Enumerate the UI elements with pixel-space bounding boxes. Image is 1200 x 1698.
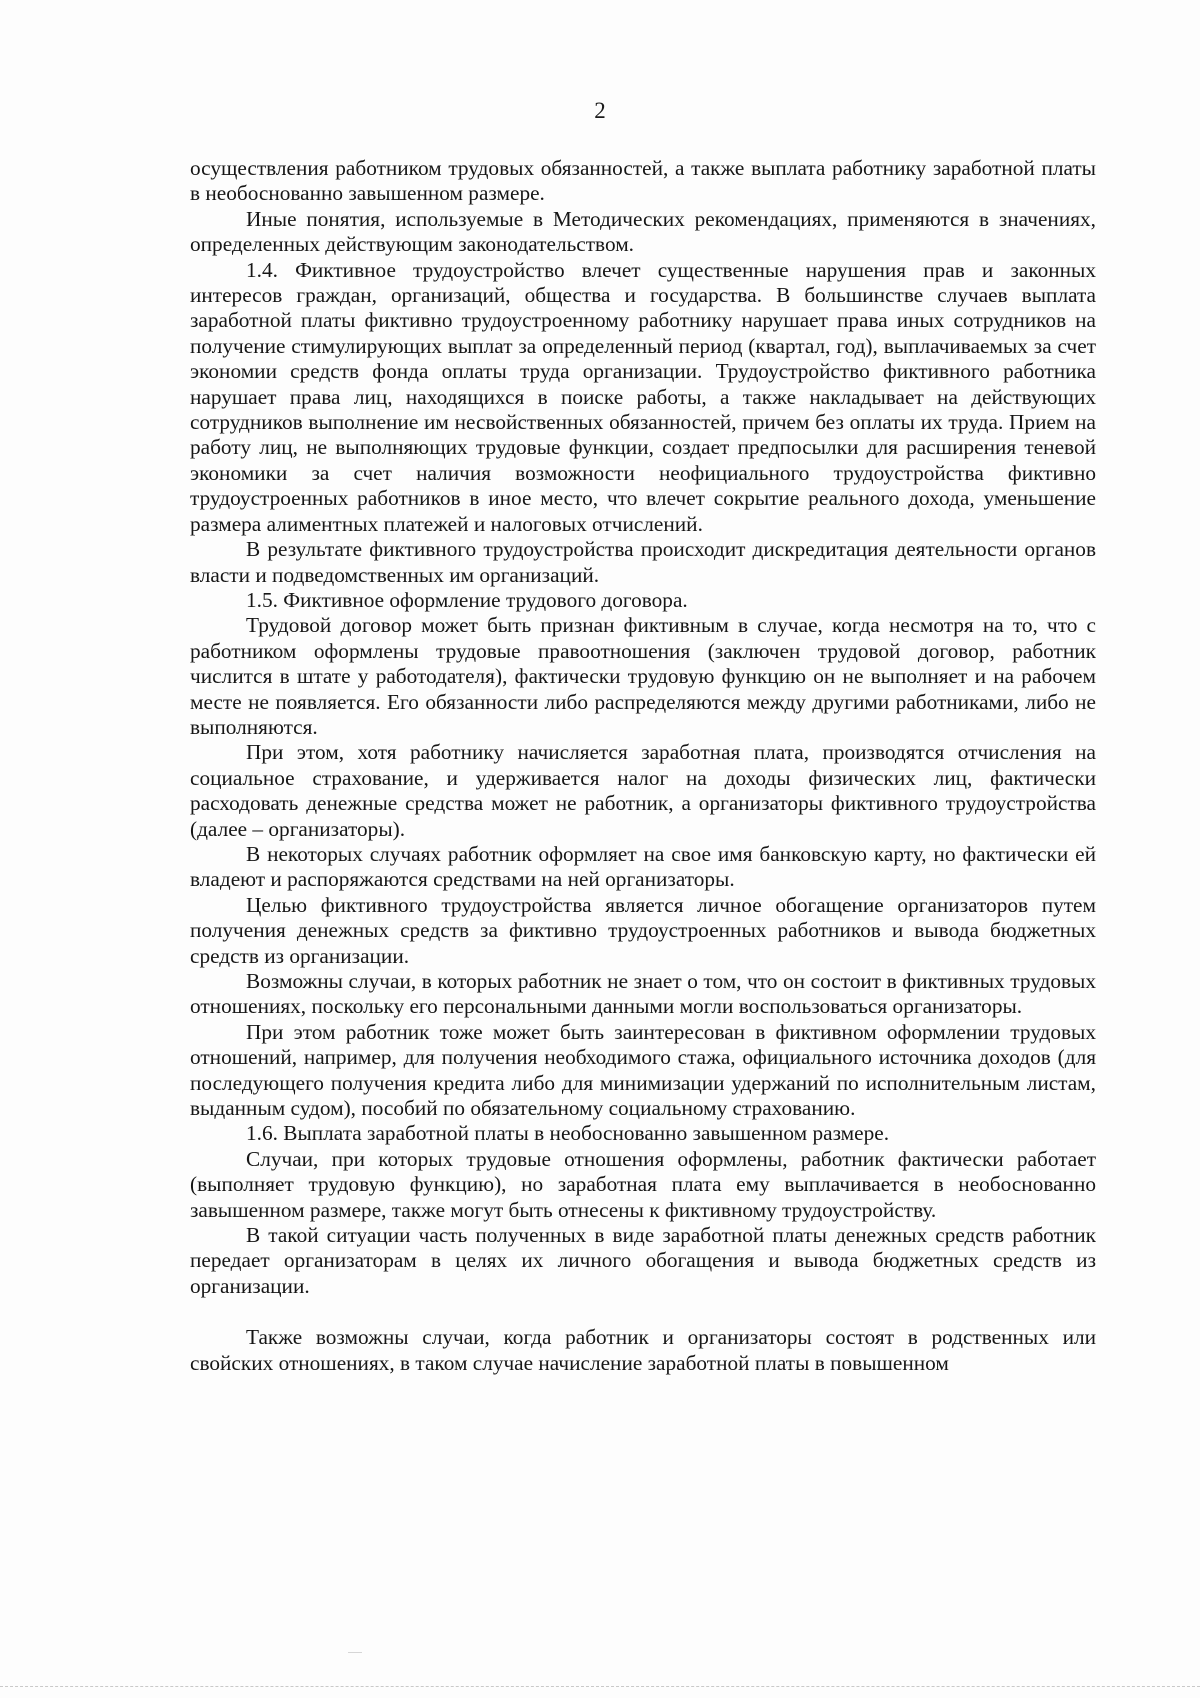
paragraph-inflated-salary: Случаи, при которых трудовые отношения оформлены, работник фактически работает (выполняет трудовую функцию), но заработная плата ему выплачивается в необоснованно завышенном размере, также могут быть отнесены к фиктивному трудоустройству.	[190, 1146, 1096, 1222]
paragraph-section-1-4: 1.4. Фиктивное трудоустройство влечет существенные нарушения прав и законных интересов граждан, организаций, общества и государства. В большинстве случаев выплата заработной платы фиктивно трудоустроенному работнику нарушает права иных сотрудников на получение стимулирующих выплат за определенный период (квартал, год), выплачиваемых за счет экономии средств фонда оплаты труда организации. Трудоустройство фиктивного работника нарушает права лиц, находящихся в поиске работы, а также накладывает на действующих сотрудников выполнение им несвойственных обязанностей, причем без оплаты их труда. Прием на работу лиц, не выполняющих трудовые функции, создает предпосылки для расширения теневой экономики за счет наличия возможности неофициального трудоустройства фиктивно трудоустроенных работников в иное место, что влечет сокрытие реального дохода, уменьшение размера алиментных платежей и налоговых отчислений.	[190, 257, 1096, 536]
paragraph-bank-card: В некоторых случаях работник оформляет на свое имя банковскую карту, но фактически ей владеют и распоряжаются средствами на ней организаторы.	[190, 841, 1096, 892]
scan-edge-line	[0, 1686, 1200, 1687]
paragraph-relatives: Также возможны случаи, когда работник и организаторы состоят в родственных или свойских отношениях, в таком случае начисление заработной платы в повышенном	[190, 1325, 1096, 1375]
paragraph-discreditation: В результате фиктивного трудоустройства происходит дискредитация деятельности органов власти и подведомственных им организаций.	[190, 537, 1096, 587]
paragraph-unaware-employee: Возможны случаи, в которых работник не знает о том, что он состоит в фиктивных трудовых отношениях, поскольку его персональными данными могли воспользоваться организаторы.	[190, 969, 1096, 1019]
section-heading-1-5: 1.5. Фиктивное оформление трудового договора.	[246, 587, 688, 612]
paragraph-interested-employee: При этом работник тоже может быть заинтересован в фиктивном оформлении трудовых отношений, например, для получения необходимого стажа, официального источника доходов (для последующего получения кредита либо для минимизации удержаний по исполнительным листам, выданным судом), пособий по обязательному социальному страхованию.	[190, 1019, 1096, 1121]
section-heading-1-6: 1.6. Выплата заработной платы в необоснованно завышенном размере.	[246, 1121, 890, 1146]
scan-speck	[348, 1652, 362, 1653]
paragraph-continuation: осуществления работником трудовых обязанностей, а также выплата работнику заработной платы в необоснованно завышенном размере.	[190, 156, 1096, 206]
page-number: 2	[594, 98, 606, 123]
paragraph-money-transfer: В такой ситуации часть полученных в виде заработной платы денежных средств работник передает организаторам в целях их личного обогащения и вывода бюджетных средств из организации.	[190, 1223, 1096, 1298]
paragraph-salary-accrual: При этом, хотя работнику начисляется заработная плата, производятся отчисления на социальное страхование, и удерживается налог на доходы физических лиц, фактически расходовать денежные средства может не работник, а организаторы фиктивного трудоустройства (далее – организаторы).	[190, 740, 1096, 841]
paragraph-other-concepts: Иные понятия, используемые в Методических рекомендациях, применяются в значениях, определенных действующим законодательством.	[190, 206, 1096, 257]
document-body	[190, 156, 1096, 1376]
paragraph-purpose: Целью фиктивного трудоустройства является личное обогащение организаторов путем получения денежных средств за фиктивно трудоустроенных работников и вывода бюджетных средств из организации.	[190, 892, 1096, 968]
paragraph-fictitious-contract: Трудовой договор может быть признан фиктивным в случае, когда несмотря на то, что с работником оформлены трудовые правоотношения (заключен трудовой договор, работник числится в штате у работодателя), фактически трудовую функцию он не выполняет и на рабочем месте не появляется. Его обязанности либо распределяются между другими работниками, либо не выполняются.	[190, 613, 1096, 739]
